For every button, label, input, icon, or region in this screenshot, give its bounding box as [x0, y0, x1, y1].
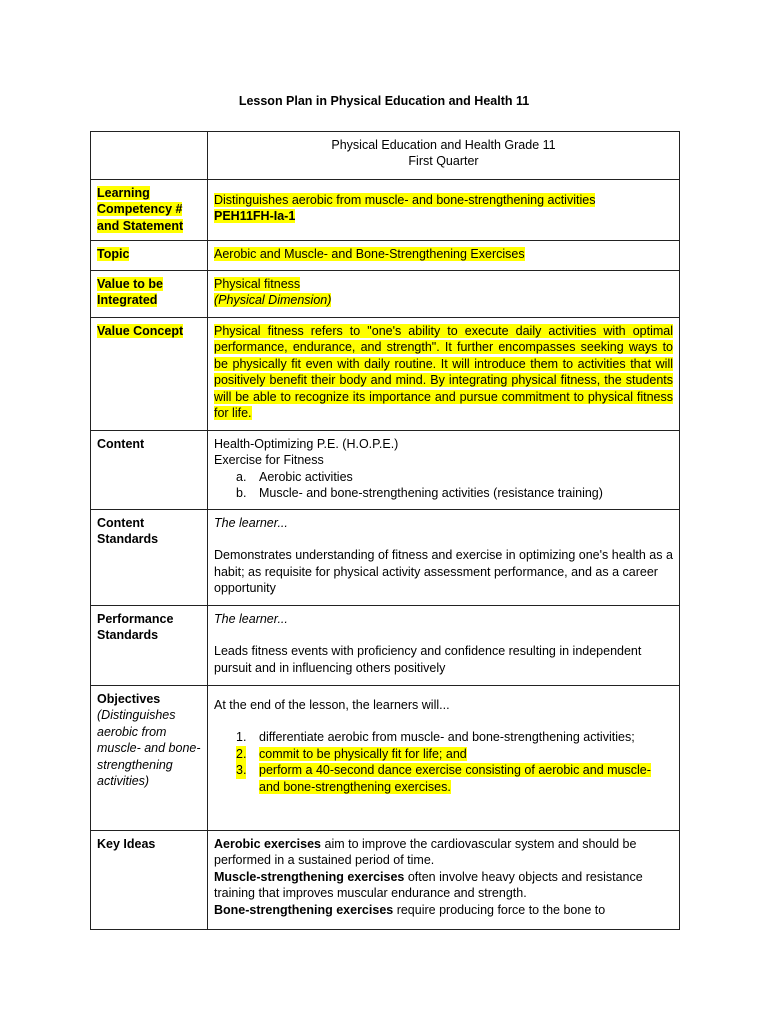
competency-statement: Distinguishes aerobic from muscle- and bone-strengthening activities	[214, 193, 596, 207]
value-integrated-row	[91, 271, 680, 318]
content-standards-intro: The learner...	[214, 516, 288, 530]
content-row	[91, 431, 680, 510]
objectives-list	[214, 729, 673, 795]
page-title: Lesson Plan in Physical Education and Health 11	[238, 94, 530, 108]
list-item: 2. commit to be physically fit for life; and	[236, 746, 467, 761]
objectives-sublabel: (Distinguishes aerobic from muscle- and bone-strengthening activities)	[97, 708, 201, 789]
content-standards-label: Content Standards	[91, 510, 208, 606]
topic-text: Aerobic and Muscle- and Bone-Strengthening Exercises	[214, 247, 525, 261]
competency-code: PEH11FH-Ia-1	[214, 209, 296, 224]
key-ideas-row	[91, 831, 680, 930]
value-text: Physical fitness	[214, 277, 301, 291]
topic-label: Topic	[97, 247, 130, 261]
quarter-line: First Quarter	[408, 154, 479, 169]
key-idea-bone: Bone-strengthening exercises require producing force to the bone to	[214, 902, 606, 917]
list-item: 3. perform a 40-second dance exercise consisting of aerobic and muscle- and bone-strengthening exercises.	[236, 763, 651, 794]
header-cell	[208, 132, 680, 180]
content-list	[214, 469, 673, 502]
performance-standards-row	[91, 606, 680, 686]
key-idea-muscle: Muscle-strengthening exercises often involve heavy objects and resistance training that improves muscular endurance and strength.	[214, 869, 643, 901]
list-item: b. Muscle- and bone-strengthening activities (resistance training)	[236, 486, 603, 501]
grade-line: Physical Education and Health Grade 11	[331, 138, 556, 152]
objectives-intro: At the end of the lesson, the learners will...	[214, 698, 450, 712]
lesson-plan-table	[90, 131, 680, 930]
header-row	[91, 132, 680, 180]
learning-competency-row	[91, 180, 680, 241]
learning-competency-label: Learning Competency # and Statement	[97, 186, 184, 233]
key-ideas-label: Key Ideas	[91, 831, 208, 930]
content-line-2: Exercise for Fitness	[214, 453, 324, 468]
content-standards-text: Demonstrates understanding of fitness and exercise in optimizing one's health as a habit; as requisite for physical activity assessment performance, and as a career opportunity	[214, 548, 673, 596]
key-idea-aerobic: Aerobic exercises aim to improve the cardiovascular system and should be performed in a sustained period of time.	[214, 837, 637, 868]
list-item: a. Aerobic activities	[236, 469, 353, 484]
content-line-1: Health-Optimizing P.E. (H.O.P.E.)	[214, 437, 399, 451]
performance-standards-intro: The learner...	[214, 612, 288, 626]
performance-standards-label: Performance Standards	[91, 606, 208, 686]
objectives-row	[91, 686, 680, 831]
topic-row	[91, 241, 680, 271]
objectives-label: Objectives	[97, 692, 161, 706]
value-concept-text: Physical fitness refers to "one's ability to execute daily activities with optimal performance, endurance, and strength". It further encompasses seeking ways to be physically fit even with daily routine. It will introduce them to activities that will positively benefit their body and mind. By integrating physical fitness, the students will be able to recognize its importance and pursue commitment to physical fitness for life.	[214, 324, 673, 421]
content-label: Content	[91, 431, 208, 510]
performance-standards-text: Leads fitness events with proficiency and confidence resulting in independent pursuit and in influencing others positively	[214, 644, 642, 675]
list-item: 1. differentiate aerobic from muscle- and bone-strengthening activities;	[236, 730, 635, 745]
value-concept-row	[91, 318, 680, 431]
value-integrated-label: Value to be Integrated	[97, 277, 163, 308]
value-dimension: (Physical Dimension)	[214, 293, 332, 308]
header-label-cell	[91, 132, 208, 180]
value-concept-label: Value Concept	[97, 324, 184, 338]
content-standards-row	[91, 510, 680, 606]
